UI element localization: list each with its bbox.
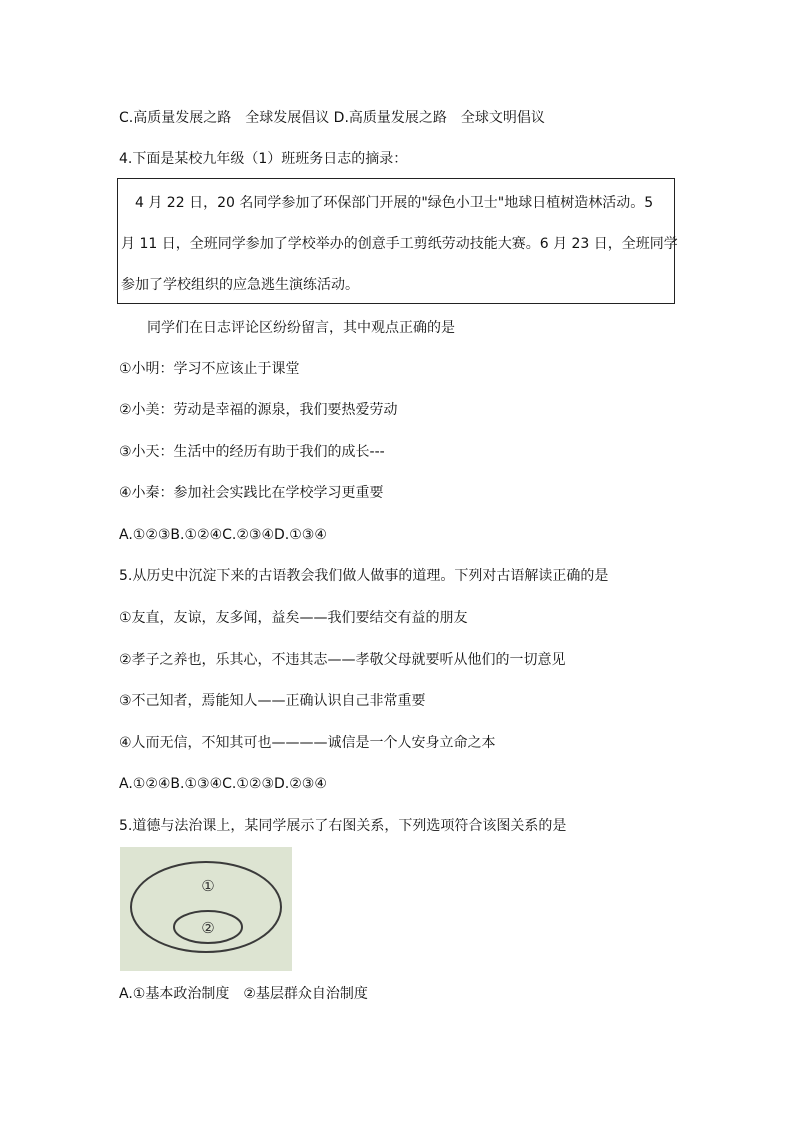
option-line-cd: C.高质量发展之路 全球发展倡议 D.高质量发展之路 全球文明倡议 [119,110,545,126]
nested-ellipse-diagram [120,847,292,971]
option-line-a: A.①基本政治制度 ②基层群众自治制度 [119,986,368,1002]
diary-line-2: 月 11 日，全班同学参加了学校举办的创意手工剪纸劳动技能大赛。6 月 23 日，全班同学 [121,236,678,252]
statement-3: ③小天：生活中的经历有助于我们的成长--- [119,444,385,460]
question-5-options: A.①②④B.①③④C.①②③D.②③④ [119,776,327,792]
diagram-svg [120,847,292,971]
diary-excerpt-box [117,178,678,304]
proverb-2: ②孝子之养也，乐其心，不违其志——孝敬父母就要听从他们的一切意见 [119,652,566,668]
proverb-4: ④人而无信，不知其可也————诚信是一个人安身立命之本 [119,735,496,751]
outer-ellipse [131,862,281,952]
statement-2: ②小美：劳动是幸福的源泉，我们要热爱劳动 [119,402,398,418]
statement-1: ①小明：学习不应该止于课堂 [119,361,300,377]
question-4-stem: 4.下面是某校九年级（1）班班务日志的摘录： [119,151,408,167]
proverb-3: ③不己知者，焉能知人——正确认识自己非常重要 [119,693,426,709]
outer-label: ① [201,877,215,895]
question-4-options: A.①②③B.①②④C.②③④D.①③④ [119,527,327,543]
question-4-prompt: 同学们在日志评论区纷纷留言，其中观点正确的是 [147,320,455,336]
statement-4: ④小秦：参加社会实践比在学校学习更重要 [119,485,384,501]
question-5-stem: 5.从历史中沉淀下来的古语教会我们做人做事的道理。下列对古语解读正确的是 [119,568,609,584]
question-5b-stem: 5.道德与法治课上，某同学展示了右图关系，下列选项符合该图关系的是 [119,818,567,834]
proverb-1: ①友直，友谅，友多闻，益矣——我们要结交有益的朋友 [119,610,468,626]
diary-line-1: 4 月 22 日，20 名同学参加了环保部门开展的"绿色小卫士"地球日植树造林活动。5 [121,195,654,211]
inner-label: ② [201,919,215,937]
diary-line-3: 参加了学校组织的应急逃生演练活动。 [121,277,359,293]
